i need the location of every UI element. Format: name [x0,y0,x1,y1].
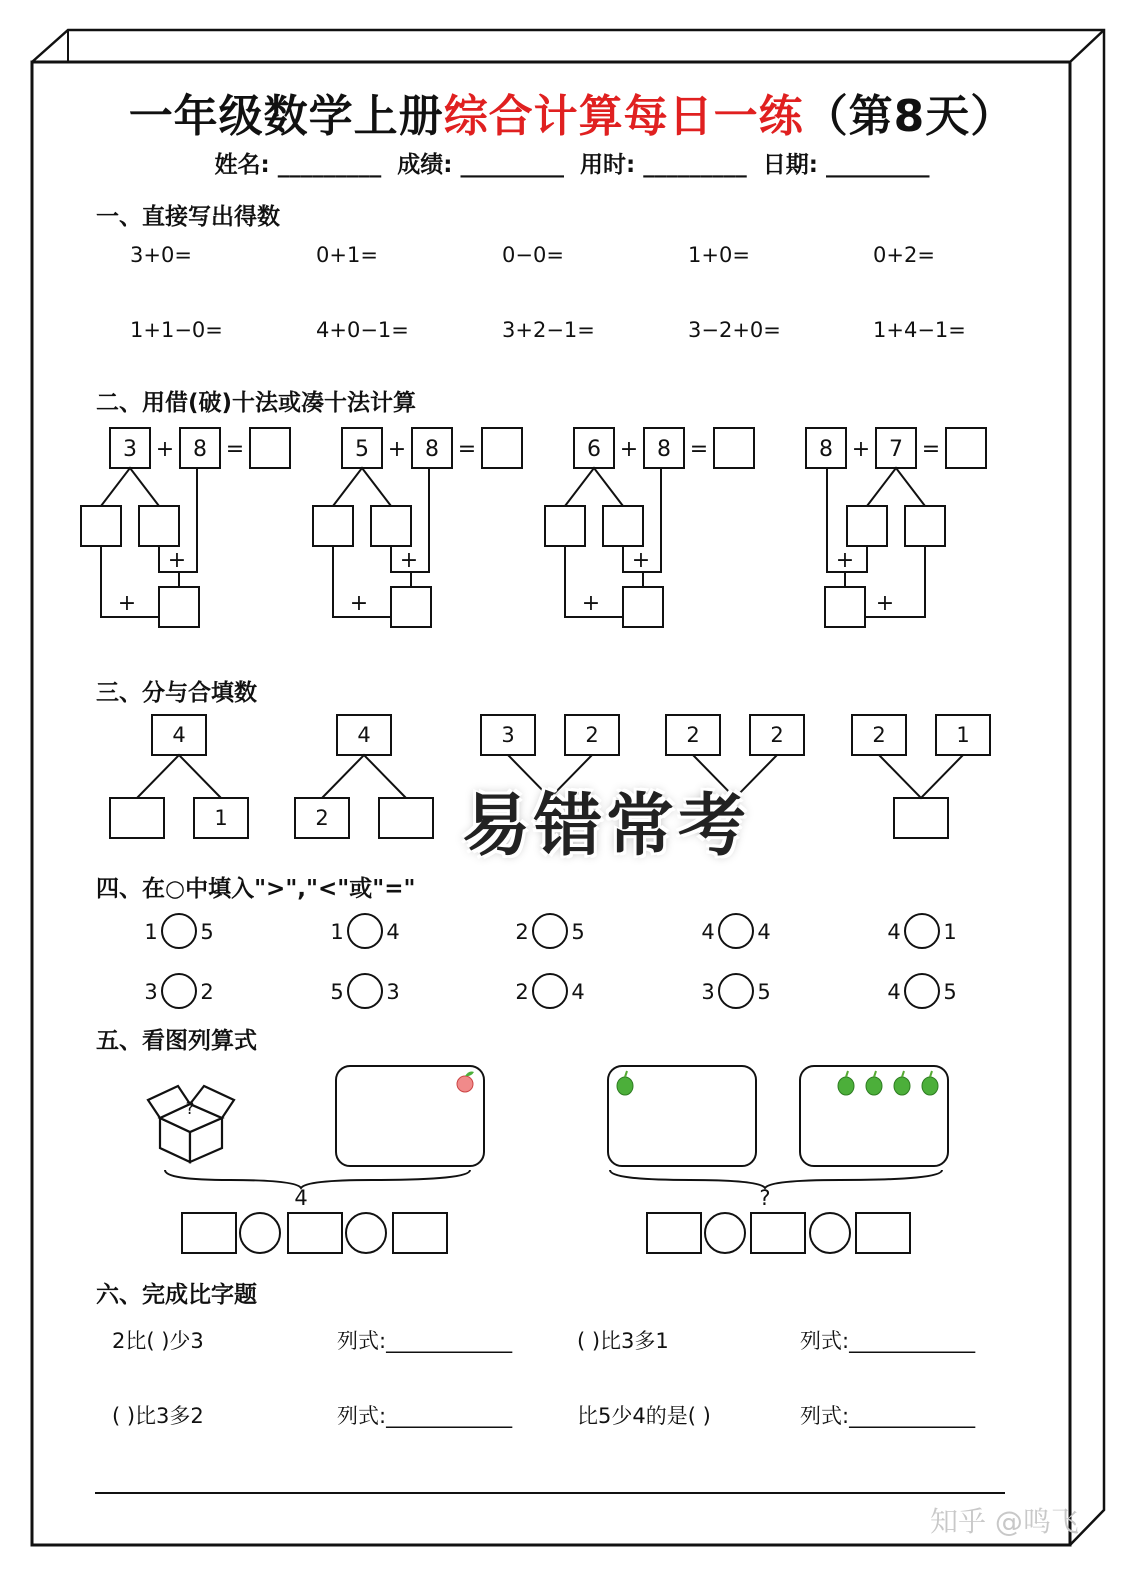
s3-number: 1 [956,723,970,747]
s1-expr: 3+2−1= [502,318,595,342]
score-field[interactable]: 成绩: _________ [397,152,564,178]
s1-expr: 0+1= [316,243,378,267]
s6-question: 2比( )少3 [112,1329,204,1353]
s2-number: 7 [889,437,903,462]
s6-formula-field[interactable]: 列式:____________ [800,1329,976,1353]
compare-right: 2 [200,980,214,1004]
s5-answer-box[interactable] [182,1213,236,1253]
s2-plus: + [619,437,639,462]
compare-left: 5 [330,980,344,1004]
s5-operator-circle[interactable] [240,1213,280,1253]
compare-right: 5 [943,980,957,1004]
s2-plus: + [875,591,895,616]
compare-left: 4 [887,920,901,944]
s1-expr: 3+0= [130,243,192,267]
s6-question: ( )比3多2 [112,1404,204,1428]
s1-expr: 1+4−1= [873,318,966,342]
s5-answer-box[interactable] [647,1213,701,1253]
s2-plus: + [835,548,855,573]
s3-number: 2 [315,806,329,830]
s3-number: 2 [872,723,886,747]
s1-expr: 1+0= [688,243,750,267]
pear-icon [838,1071,854,1095]
s3-number: 2 [686,723,700,747]
s2-plus: + [581,591,601,616]
s6-formula-field[interactable]: 列式:____________ [337,1329,513,1353]
s6-formula-field[interactable]: 列式:____________ [337,1404,513,1428]
s2-number: 5 [355,437,369,462]
s6-question: ( )比3多1 [577,1329,669,1353]
date-field[interactable]: 日期: _________ [762,152,930,178]
s5-operator-circle[interactable] [346,1213,386,1253]
s3-number: 1 [214,806,228,830]
section6-heading: 六、完成比字题 [96,1282,257,1308]
s5-total-right: ? [759,1186,771,1210]
s1-expr: 1+1−0= [130,318,223,342]
compare-left: 2 [515,920,529,944]
compare-right: 5 [200,920,214,944]
s2-plus: + [349,591,369,616]
s2-number: 8 [425,437,439,462]
compare-left: 4 [701,920,715,944]
time-field[interactable]: 用时: _________ [580,152,747,178]
s1-expr: 0+2= [873,243,935,267]
s1-expr: 3−2+0= [688,318,781,342]
s2-number: 8 [193,437,207,462]
compare-right: 4 [386,920,400,944]
compare-left: 3 [144,980,158,1004]
s3-number: 2 [770,723,784,747]
s3-number: 4 [357,723,371,747]
title-part1: 一年级数学上册 [128,91,444,142]
compare-left: 4 [887,980,901,1004]
compare-right: 5 [571,920,585,944]
s3-number: 2 [585,723,599,747]
name-field[interactable]: 姓名: _________ [214,152,382,178]
mystery-box-icon [148,1086,234,1162]
section5-heading: 五、看图列算式 [96,1028,257,1054]
s2-plus: + [399,548,419,573]
s2-plus: + [851,437,871,462]
source-watermark: 知乎 @鸣飞 [930,1505,1079,1538]
compare-left: 1 [144,920,158,944]
section1-heading: 一、直接写出得数 [96,204,280,230]
s3-number: 4 [172,723,186,747]
pear-icon [866,1071,882,1095]
s1-expr: 4+0−1= [316,318,409,342]
compare-left: 1 [330,920,344,944]
title-part2: 综合计算每日一练 [443,91,804,142]
s2-equals: = [921,437,941,462]
mystery-mark: ? [185,1099,195,1119]
compare-right: 1 [943,920,957,944]
s2-number: 6 [587,437,601,462]
compare-right: 4 [757,920,771,944]
section4-heading: 四、在○中填入">","<"或"=" [96,876,416,902]
s2-plus: + [155,437,175,462]
s5-operator-circle[interactable] [810,1213,850,1253]
s5-operator-circle[interactable] [705,1213,745,1253]
pear-icon [617,1071,633,1095]
s5-total-left: 4 [294,1186,308,1210]
compare-right: 4 [571,980,585,1004]
s2-equals: = [689,437,709,462]
s5-answer-box[interactable] [393,1213,447,1253]
s3-number: 3 [501,723,515,747]
s6-question: 比5少4的是( ) [577,1404,711,1428]
s2-equals: = [225,437,245,462]
pear-icon [922,1071,938,1095]
s5-answer-box[interactable] [751,1213,805,1253]
s2-number: 8 [819,437,833,462]
compare-right: 5 [757,980,771,1004]
section3-heading: 三、分与合填数 [96,680,257,706]
s2-number: 8 [657,437,671,462]
s5-answer-box[interactable] [288,1213,342,1253]
compare-left: 2 [515,980,529,1004]
compare-right: 3 [386,980,400,1004]
s5-answer-box[interactable] [856,1213,910,1253]
section2-heading: 二、用借(破)十法或凑十法计算 [96,390,417,416]
title-part3: （第8天） [803,91,1016,142]
s2-equals: = [457,437,477,462]
peach-icon [457,1072,474,1093]
pear-icon [894,1071,910,1095]
s2-plus: + [117,591,137,616]
s2-number: 3 [123,437,137,462]
error-prone-stamp: 易错常考 [462,787,751,866]
compare-left: 3 [701,980,715,1004]
s2-plus: + [167,548,187,573]
s2-plus: + [387,437,407,462]
s2-plus: + [631,548,651,573]
s6-formula-field[interactable]: 列式:____________ [800,1404,976,1428]
s1-expr: 0−0= [502,243,564,267]
